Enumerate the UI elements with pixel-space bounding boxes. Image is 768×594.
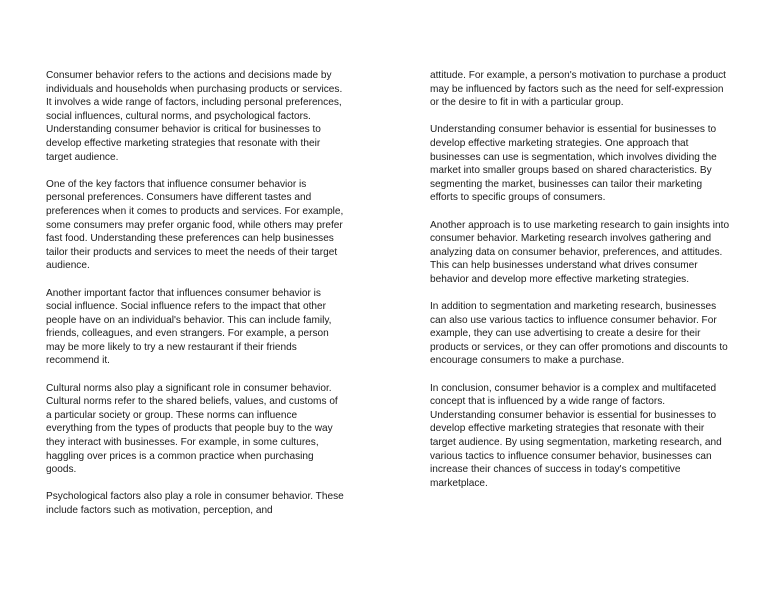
left-column bbox=[46, 69, 346, 531]
paragraph: Understanding consumer behavior is essential for businesses to develop effective marketing strategies. One approach that businesses can use is segmentation, which involves dividing the market into smaller groups based on shared characteristics. By segmenting the market, businesses can tailor their marketing efforts to specific groups of consumers. bbox=[430, 124, 717, 204]
paragraph: Consumer behavior refers to the actions and decisions made by individuals and households when purchasing products or services. It involves a wide range of factors, including personal preferences, social influences, cultural norms, and psychological factors. Understanding consumer behavior is critical for businesses to develop effective marketing strategies that resonate with their target audience. bbox=[46, 70, 343, 163]
paragraph: Another approach is to use marketing research to gain insights into consumer behavior. Marketing research involves gathering and analyzing data on consumer behavior, preferences, and attitudes. This can help businesses understand what drives consumer behavior and develop more effective marketing strategies. bbox=[430, 219, 730, 285]
paragraph: Another important factor that influences consumer behavior is social influence. Social influence refers to the impact that other people have on an individual's behavior. This can include family, friends, colleagues, and even strangers. For example, a person may be more likely to try a new restaurant if their friends recommend it. bbox=[46, 287, 332, 367]
paragraph: One of the key factors that influence consumer behavior is personal preferences. Consumers have different tastes and preferences when it comes to products and services. For example, some consumers may prefer organic food, while others may prefer fast food. Understanding these preferences can help businesses tailor their products and services to meet the needs of their target audience. bbox=[46, 178, 344, 272]
paragraph: attitude. For example, a person's motivation to purchase a product may be influenced by factors such as the need for self-expression or the desire to fit in with a particular group. bbox=[430, 70, 726, 109]
paragraph: Cultural norms also play a significant role in consumer behavior. Cultural norms refer to the shared beliefs, values, and customs of a particular society or group. These norms can influence everything from the types of products that people buy to the way they interact with businesses. For example, in some cultures, haggling over prices is a common practice when purchasing goods. bbox=[46, 382, 338, 476]
paragraph: Psychological factors also play a role in consumer behavior. These include factors such as motivation, perception, and bbox=[46, 491, 344, 516]
paragraph: In addition to segmentation and marketing research, businesses can also use various tactics to influence consumer behavior. For example, they can use advertising to create a desire for their products or services, or they can offer promotions and discounts to encourage consumers to make a purchase. bbox=[430, 301, 728, 367]
paragraph: In conclusion, consumer behavior is a complex and multifaceted concept that is influenced by a wide range of factors. Understanding consumer behavior is essential for businesses to develop effective marketing strategies that resonate with their target audience. By using segmentation, marketing research, and various tactics to influence consumer behavior, businesses can increase their chances of success in today's competitive marketplace. bbox=[430, 382, 722, 489]
right-column bbox=[430, 69, 730, 504]
